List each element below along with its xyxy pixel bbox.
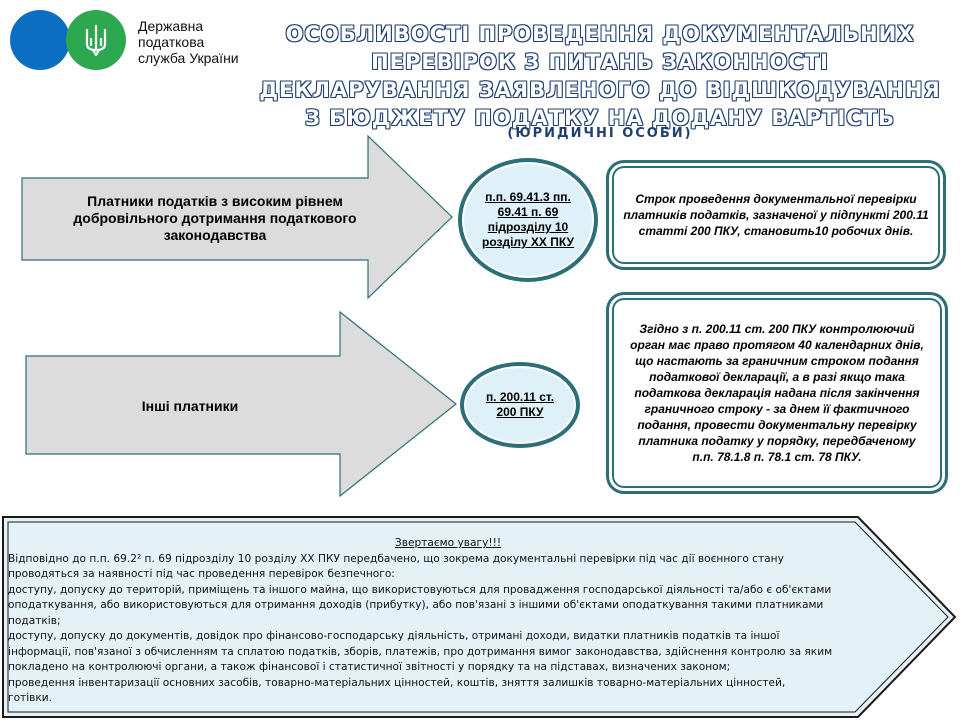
info-box-row1-text: Строк проведення документальної перевірки платників податків, зазначеної у підпункті 200.11 статті 200 ПКУ, становить10 робочих днів. bbox=[623, 192, 929, 238]
note-line: проводяться за наявності під час проведення перевірок безпечного: bbox=[8, 568, 395, 580]
oval-row2-text: п. 200.11 ст. 200 ПКУ bbox=[485, 390, 555, 419]
title-line: ОСОБЛИВОСТІ ПРОВЕДЕННЯ ДОКУМЕНТАЛЬНИХ bbox=[285, 22, 915, 46]
logo-text bbox=[138, 18, 239, 66]
logo-line: служба України bbox=[138, 50, 239, 66]
oval-row2 bbox=[460, 362, 580, 448]
info-box-row2-text: Згідно з п. 200.11 ст. 200 ПКУ контролюючий орган має право протягом 40 календарних днів, що настають за граничним строком подання податкової декларації, а в разі якщо така податкова декларація надана після закінчення граничного строку - за днем її фактичного подання, провести документальну перевірку платника податку у порядку, передбаченому п.п. 78.1.8 п. 78.1 ст. 78 ПКУ. bbox=[630, 322, 924, 464]
oval-row1 bbox=[458, 158, 598, 282]
logo-line: Державна bbox=[138, 18, 204, 34]
arrow-row1-label: Платники податків з високим рівнем добровільного дотримання податкового законодавства bbox=[73, 193, 357, 243]
logo-line: податкова bbox=[138, 34, 205, 50]
note-line: Відповідно до п.п. 69.2² п. 69 підрозділу 10 розділу ХХ ПКУ передбачено, що зокрема документальні перевірки під час дії воєнного стану bbox=[8, 552, 784, 565]
trident-icon bbox=[84, 24, 108, 56]
title-line: ПЕРЕВІРОК З ПИТАНЬ ЗАКОННОСТІ bbox=[371, 50, 829, 74]
note-heading: Звертаємо увагу!!! bbox=[394, 537, 502, 549]
note-line: покладено на контролюючі органи, а також фінансової і статистичної звітності у порядку та на підставах, визначених законом; bbox=[8, 661, 731, 673]
logo-green-circle bbox=[66, 10, 126, 70]
title-line: З БЮДЖЕТУ ПОДАТКУ НА ДОДАНУ ВАРТІСТЬ bbox=[304, 106, 896, 130]
note-line: доступу, допуску до територій, приміщень та іншого майна, що використовуються для провадження господарської діяльності та/або є об'єктами bbox=[8, 583, 832, 596]
note-line: оподаткування, або використовуються для отримання доходів (прибутку), або пов'язані з іншими об'єктами оподаткування такими платниками bbox=[8, 599, 824, 611]
note-block bbox=[8, 536, 888, 707]
note-line: готівки. bbox=[8, 692, 53, 704]
title-line: ДЕКЛАРУВАННЯ ЗАЯВЛЕНОГО ДО ВІДШКОДУВАННЯ bbox=[259, 78, 941, 102]
page-title bbox=[250, 20, 950, 132]
note-line: інформації, пов'язаної з обчисленням та сплатою податків, зборів, платежів, про дотримання вимог законодавства, здійснення контролю за яким bbox=[8, 645, 833, 658]
note-line: доступу, допуску до документів, довідок про фінансово-господарську діяльність, отримані доходи, видатки платників податків та іншої bbox=[8, 630, 780, 642]
page-subtitle: (ЮРИДИЧНІ ОСОБИ) bbox=[507, 126, 693, 141]
arrow-row2-label: Інші платники bbox=[141, 398, 239, 414]
oval-row1-text: п.п. 69.41.3 пп. 69.41 п. 69 підрозділу 10 розділу ХХ ПКУ bbox=[482, 190, 574, 249]
note-line: податків; bbox=[8, 614, 61, 627]
note-line: проведення інвентаризації основних засобів, товарно-матеріальних цінностей, коштів, зняття залишків товарно-матеріальних цінностей, bbox=[8, 676, 786, 689]
info-box-row2 bbox=[606, 292, 948, 494]
info-box-row1 bbox=[606, 160, 946, 270]
logo-blue-circle bbox=[10, 10, 70, 70]
